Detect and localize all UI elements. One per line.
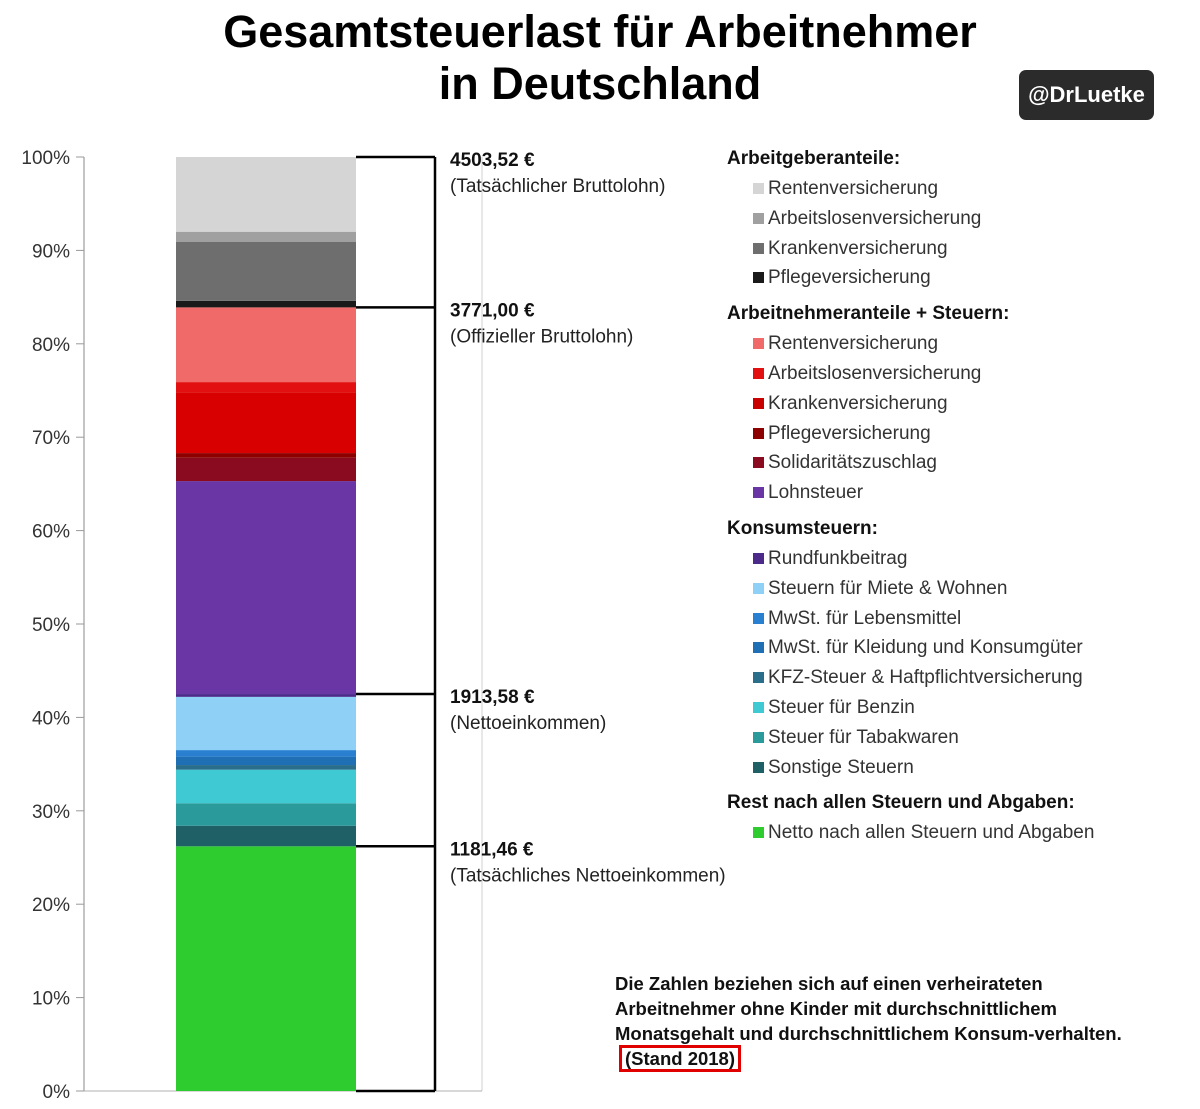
bar-segment (176, 694, 356, 697)
y-tick-label: 40% (31, 708, 70, 730)
legend-label: Rundfunkbeitrag (768, 548, 908, 569)
legend-label: Krankenversicherung (768, 237, 948, 259)
footnote (615, 971, 1155, 1071)
legend-swatch (753, 642, 764, 653)
bar-segment (176, 392, 356, 453)
legend-swatch (753, 613, 764, 624)
legend-swatch (753, 762, 764, 773)
bar-segment (176, 826, 356, 847)
y-tick-label: 100% (21, 148, 70, 169)
annotation-value: 4503,52 € (450, 150, 535, 171)
footnote-highlight: (Stand 2018) (619, 1045, 741, 1072)
legend-label: MwSt. für Kleidung und Konsumgüter (768, 637, 1083, 659)
bar-segment (176, 481, 356, 694)
legend-label: Steuern für Miete & Wohnen (768, 577, 1008, 599)
legend-swatch (753, 827, 764, 838)
legend-group-title: Arbeitnehmeranteile + Steuern: (727, 303, 1010, 325)
bar-segment (176, 242, 356, 301)
annotation-label: (Nettoeinkommen) (450, 713, 607, 735)
bar-segment (176, 453, 356, 458)
legend-label: Pflegeversicherung (768, 267, 931, 289)
y-tick-label: 10% (31, 988, 70, 1010)
bar-segment (176, 803, 356, 825)
legend-label: Krankenversicherung (768, 392, 948, 414)
legend-swatch (753, 183, 764, 194)
legend-swatch (753, 368, 764, 379)
bar-segment (176, 697, 356, 750)
bar-segment (176, 157, 356, 232)
legend-swatch (753, 272, 764, 283)
bar-segment (176, 757, 356, 765)
chart-title-line-2: in Deutschland (438, 58, 762, 109)
legend-label: Pflegeversicherung (768, 422, 931, 444)
y-tick-label: 90% (31, 241, 70, 263)
bar-segment (176, 307, 356, 382)
legend-group-title: Konsumsteuern: (727, 518, 878, 539)
y-tick-label: 30% (31, 801, 70, 823)
legend-label: Solidaritätszuschlag (768, 452, 937, 474)
author-badge: @DrLuetke (1019, 70, 1154, 120)
bar-segment (176, 458, 356, 481)
annotation-label: (Offizieller Bruttolohn) (450, 326, 634, 348)
chart-title-line-1: Gesamtsteuerlast für Arbeitnehmer (223, 6, 977, 57)
legend-swatch (753, 487, 764, 498)
y-tick-label: 70% (31, 428, 70, 450)
bar-segment (176, 750, 356, 757)
annotation-value: 3771,00 € (450, 300, 535, 322)
legend-swatch (753, 398, 764, 409)
legend-label: Arbeitslosenversicherung (768, 207, 982, 229)
y-tick-label: 0% (42, 1082, 70, 1103)
legend-label: Rentenversicherung (768, 178, 939, 199)
legend-group-title: Arbeitgeberanteile: (727, 148, 901, 169)
legend-label: MwSt. für Lebensmittel (768, 607, 962, 629)
legend-swatch (753, 583, 764, 594)
legend-swatch (753, 213, 764, 224)
legend-swatch (753, 243, 764, 254)
bar-segment (176, 301, 356, 308)
legend-swatch (753, 702, 764, 713)
y-tick-label: 50% (31, 615, 70, 636)
y-tick-label: 80% (31, 334, 70, 356)
legend-group-title: Rest nach allen Steuern und Abgaben: (727, 792, 1075, 814)
bar-segment (176, 382, 356, 392)
legend-swatch (753, 428, 764, 439)
legend-label: Netto nach allen Steuern und Abgaben (768, 822, 1095, 844)
footnote-text: Die Zahlen beziehen sich auf einen verheirateten Arbeitnehmer ohne Kinder mit durchschnittlichem Monatsgehalt und durchschnittlichem Konsum-verhalten. (615, 973, 1122, 1044)
y-tick-label: 60% (31, 521, 70, 543)
legend-label: Steuer für Tabakwaren (768, 726, 959, 748)
bar-segment (176, 846, 356, 1091)
bar-segment (176, 765, 356, 770)
bar-segment (176, 232, 356, 242)
legend-label: Rentenversicherung (768, 333, 939, 355)
annotation-label: (Tatsächlicher Bruttolohn) (450, 176, 666, 197)
legend-swatch (753, 338, 764, 349)
legend-swatch (753, 553, 764, 564)
legend-label: KFZ-Steuer & Haftpflichtversicherung (768, 667, 1083, 689)
annotation-label: (Tatsächliches Nettoeinkommen) (450, 865, 726, 887)
annotation-value: 1181,46 € (450, 839, 534, 861)
bar-segment (176, 770, 356, 804)
legend-label: Sonstige Steuern (768, 756, 914, 778)
legend-label: Lohnsteuer (768, 482, 864, 504)
legend-label: Arbeitslosenversicherung (768, 363, 982, 384)
legend-swatch (753, 672, 764, 683)
y-tick-label: 20% (31, 895, 70, 917)
legend-label: Steuer für Benzin (768, 697, 915, 718)
legend-swatch (753, 732, 764, 743)
legend-swatch (753, 457, 764, 468)
annotation-value: 1913,58 € (450, 687, 535, 709)
